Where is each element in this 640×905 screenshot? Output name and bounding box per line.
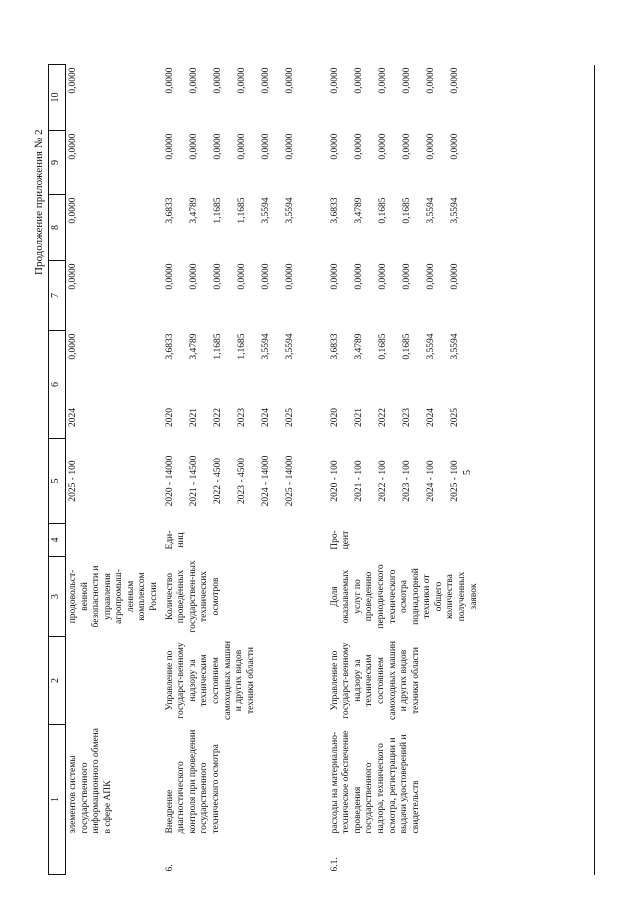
page-number: 5 <box>462 470 473 475</box>
table-row <box>163 65 328 875</box>
table-row <box>66 65 163 875</box>
target-values: 2025 - 100 <box>68 460 78 502</box>
amount-col-9: 0,0000 0,0000 0,0000 0,0000 0,0000 0,0000 <box>164 133 295 160</box>
header-col-4: 4 <box>49 524 66 557</box>
header-col-10: 10 <box>49 65 66 131</box>
target-values: 2020 - 100 2021 - 100 2022 - 100 2023 - 100 2024 - 100 2025 - 100 <box>329 460 460 502</box>
amount-col-8: 0,0000 <box>68 197 78 224</box>
amount-col-7: 0,0000 <box>68 263 78 290</box>
header-col-2: 2 <box>49 637 66 725</box>
amount-col-10: 0,0000 0,0000 0,0000 0,0000 0,0000 0,0000 <box>164 67 295 94</box>
appendix-subtitle: Продолжение приложения № 2 <box>33 129 45 275</box>
unit: Еди-ниц <box>164 530 187 550</box>
executor: Управление по государст-венному надзору за техническим состоянием самоходных машин и других видов техники области <box>329 641 421 721</box>
amount-col-10: 0,0000 <box>68 67 78 94</box>
years: 2020 2021 2022 2023 2024 2025 <box>329 408 460 427</box>
row-number: 6. <box>164 864 175 872</box>
unit <box>66 524 163 557</box>
table-bottom-border <box>594 65 595 875</box>
header-col-7: 7 <box>49 261 66 331</box>
header-col-5: 5 <box>49 439 66 524</box>
amount-col-9: 0,0000 0,0000 0,0000 0,0000 0,0000 0,0000 <box>329 133 460 160</box>
header-col-1: 1 <box>49 725 66 875</box>
amount-col-7: 0,0000 0,0000 0,0000 0,0000 0,0000 0,0000 <box>164 263 295 290</box>
amount-col-9: 0,0000 <box>68 133 78 160</box>
row-number: 6.1. <box>329 857 340 872</box>
row-number <box>66 837 163 875</box>
executor <box>66 637 163 725</box>
indicator-name: продовольст-венной безопасности и управления агропромыш-ленным комплексом России <box>68 565 160 628</box>
indicator-name: Количество проведённых государствен-ных технических осмотров <box>164 560 221 633</box>
total-amount: 3,6833 3,4789 1,1685 1,1685 3,5594 3,5594 <box>164 333 295 360</box>
target-values: 2020 - 14000 2021 - 14500 2022 - 4500 2023 - 4500 2024 - 14000 2025 - 14000 <box>164 455 295 507</box>
event-name: Внедрение диагностического контроля при проведении государственного технического осмотра <box>164 729 221 834</box>
header-col-3: 3 <box>49 557 66 637</box>
rotated-landscape-content <box>15 35 625 880</box>
table-row <box>328 65 538 875</box>
indicator-name: Доля оказываемых услуг по проведению периодического технического осмотра поднадзорной техники от общего количества полученных заявок <box>329 564 479 629</box>
program-table <box>48 64 538 875</box>
header-col-6: 6 <box>49 331 66 439</box>
header-col-9: 9 <box>49 131 66 195</box>
event-name: элементов системы государственного информационного обмена в сфере АПК <box>68 728 113 834</box>
unit: Про-цент <box>329 530 352 550</box>
amount-col-7: 0,0000 0,0000 0,0000 0,0000 0,0000 0,0000 <box>329 263 460 290</box>
amount-col-8: 3,6833 3,4789 0,1685 0,1685 3,5594 3,5594 <box>329 197 460 224</box>
table-header-row <box>49 65 66 875</box>
amount-col-8: 3,6833 3,4789 1,1685 1,1685 3,5594 3,5594 <box>164 197 295 224</box>
executor: Управление по государст-венному надзору за техническим состоянием самоходных машин и других видов техники области <box>164 641 256 721</box>
amount-col-10: 0,0000 0,0000 0,0000 0,0000 0,0000 0,0000 <box>329 67 460 94</box>
header-col-8: 8 <box>49 195 66 261</box>
total-amount: 0,0000 <box>68 333 78 360</box>
years: 2024 <box>68 408 78 427</box>
event-name: расходы на материально-техническое обеспечение проведения государственного надзора, технического осмотра, регистрации и выдачи удостоверений и свидетельств <box>329 730 421 834</box>
total-amount: 3,6833 3,4789 0,1685 0,1685 3,5594 3,5594 <box>329 333 460 360</box>
years: 2020 2021 2022 2023 2024 2025 <box>164 408 295 427</box>
